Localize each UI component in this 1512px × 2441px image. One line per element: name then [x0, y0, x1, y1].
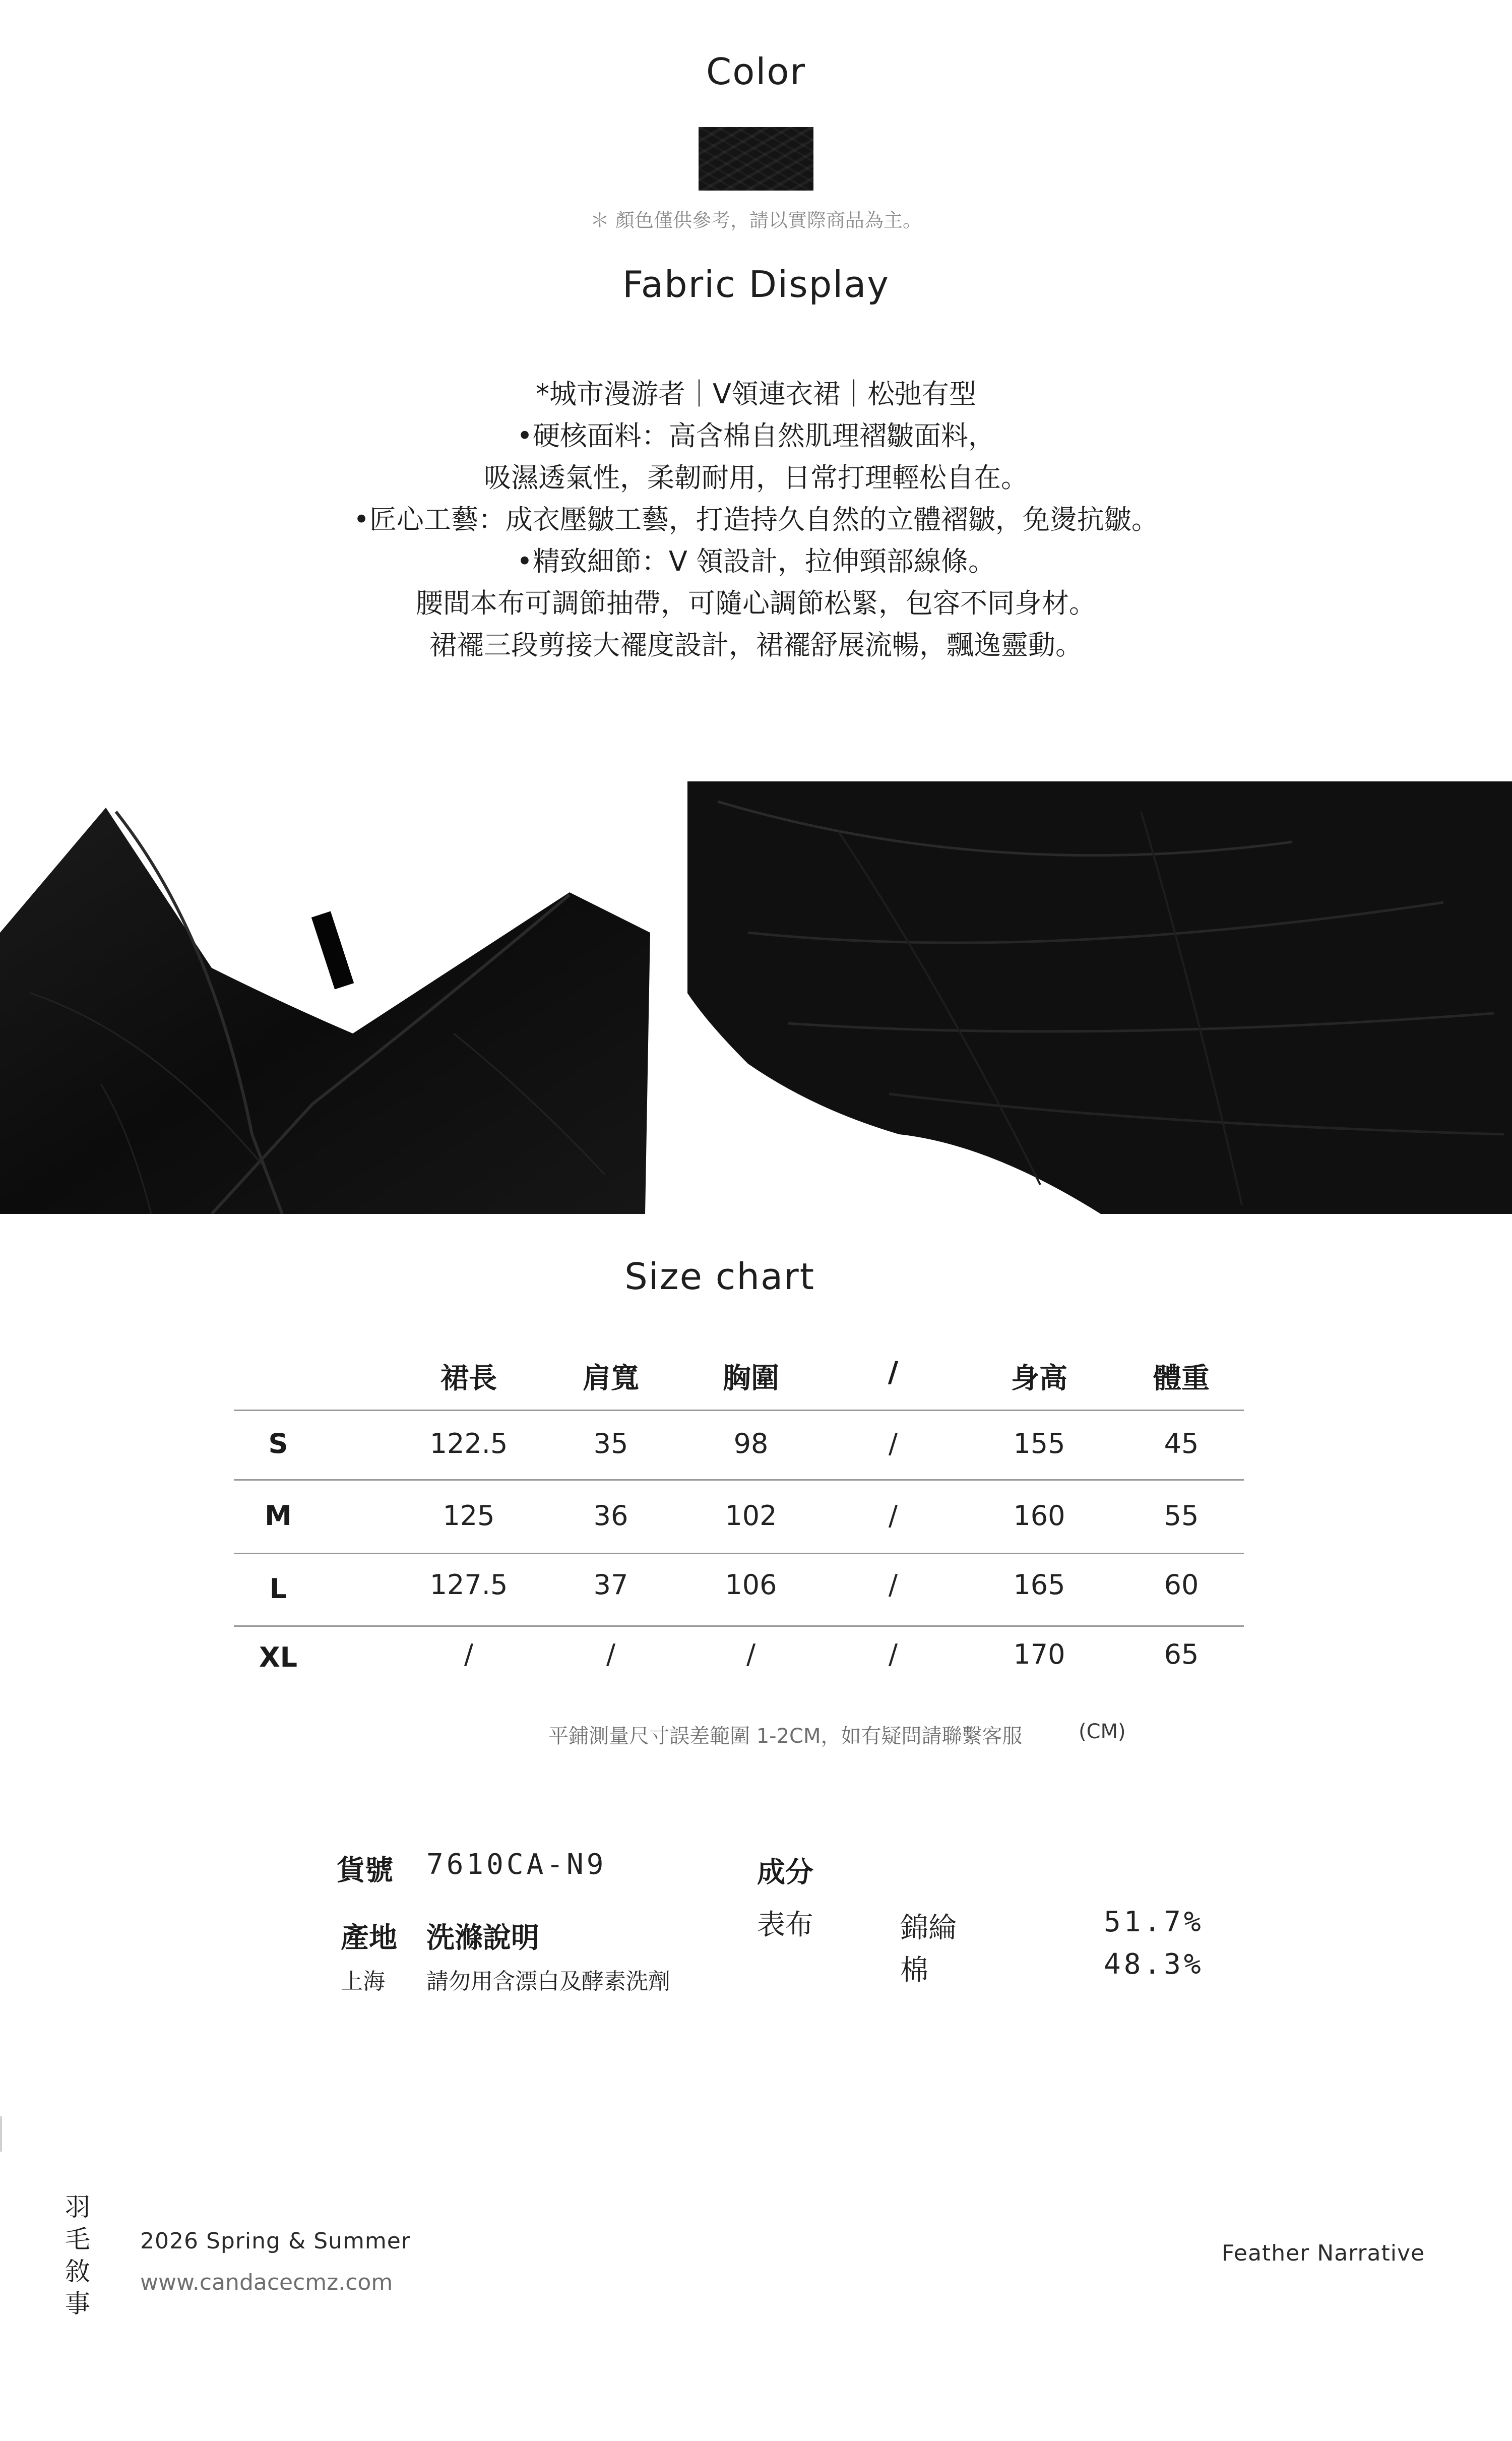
brand-char: 毛 — [65, 2225, 90, 2254]
fabric-line-2: •硬核面料：高含棉自然肌理褶皺面料， — [517, 420, 995, 452]
table-cell: 122.5 — [429, 1428, 508, 1459]
table-cell: / — [888, 1569, 898, 1601]
origin-label: 產地 — [341, 1922, 397, 1955]
fabric-display-title: Fabric Display — [622, 263, 890, 306]
website-link[interactable]: www.candacecmz.com — [140, 2270, 393, 2295]
table-cell: 170 — [1013, 1638, 1065, 1670]
table-cell: 55 — [1164, 1500, 1199, 1532]
photo-skirt-detail — [687, 781, 1512, 1214]
row-size-label: XL — [259, 1641, 298, 1673]
brand-vertical — [62, 2191, 93, 2320]
fabric-description — [0, 373, 1512, 666]
origin-value: 上海 — [341, 1969, 385, 1994]
table-cell: 35 — [593, 1428, 628, 1459]
season-text: 2026 Spring & Summer — [140, 2228, 411, 2254]
material-percent: 48.3% — [1104, 1948, 1204, 1981]
table-divider — [234, 1625, 1244, 1627]
material-percent: 51.7% — [1104, 1906, 1204, 1938]
table-cell: 60 — [1164, 1569, 1199, 1601]
brand-char: 羽 — [65, 2192, 90, 2222]
table-cell: / — [746, 1638, 756, 1670]
table-cell: / — [888, 1638, 898, 1670]
edge-mark — [0, 2116, 2, 2152]
photo-vneck-detail — [0, 781, 687, 1214]
table-cell: 98 — [733, 1428, 769, 1459]
col-header-chest: 胸圍 — [723, 1362, 779, 1395]
material-name: 錦綸 — [900, 1912, 957, 1944]
table-cell: 160 — [1013, 1500, 1065, 1532]
sku-label: 貨號 — [337, 1854, 393, 1887]
table-divider — [234, 1553, 1244, 1554]
table-cell: 106 — [725, 1569, 777, 1601]
row-size-label: M — [265, 1500, 292, 1532]
color-title: Color — [706, 50, 806, 93]
table-cell: 45 — [1164, 1428, 1199, 1459]
fabric-line-5: •精致細節：V 領設計，拉伸頸部線條。 — [517, 545, 995, 577]
col-header-slash: / — [888, 1356, 899, 1389]
material-name: 棉 — [900, 1954, 928, 1987]
table-cell: / — [606, 1638, 616, 1670]
table-divider — [234, 1479, 1244, 1481]
fabric-line-3: 吸濕透氣性，柔韌耐用，日常打理輕松自在。 — [484, 462, 1028, 494]
care-label: 洗滌說明 — [426, 1922, 539, 1955]
table-cell: 127.5 — [429, 1569, 508, 1601]
fabric-part-label: 表布 — [757, 1909, 813, 1941]
col-header-height: 身高 — [1011, 1362, 1067, 1395]
col-header-shoulder: 肩寬 — [583, 1362, 639, 1395]
row-size-label: L — [269, 1573, 287, 1605]
col-header-length: 裙長 — [440, 1362, 497, 1395]
fabric-line-6: 腰間本布可調節抽帶，可隨心調節松緊，包容不同身材。 — [416, 587, 1096, 619]
color-swatch-black[interactable] — [699, 127, 813, 191]
table-cell: / — [888, 1500, 898, 1532]
table-cell: 37 — [593, 1569, 628, 1601]
row-size-label: S — [268, 1428, 288, 1459]
fabric-line-1: *城市漫游者｜V領連衣裙｜松弛有型 — [536, 378, 976, 410]
brand-char: 事 — [65, 2289, 90, 2318]
collection-name: Feather Narrative — [1222, 2240, 1425, 2266]
fabric-line-7: 裙襬三段剪接大襬度設計，裙襬舒展流暢，飄逸靈動。 — [429, 629, 1083, 661]
table-cell: 165 — [1013, 1569, 1065, 1601]
table-cell: / — [888, 1428, 898, 1459]
brand-char: 敘 — [65, 2257, 90, 2286]
table-cell: 155 — [1013, 1428, 1065, 1459]
table-cell: 65 — [1164, 1638, 1199, 1670]
composition-label: 成分 — [757, 1856, 813, 1889]
size-chart-title: Size chart — [624, 1255, 815, 1298]
sku-value: 7610CA-N9 — [426, 1848, 607, 1881]
table-cell: 36 — [593, 1500, 628, 1532]
size-chart-unit: (CM) — [1079, 1720, 1126, 1743]
care-value: 請勿用含漂白及酵素洗劑 — [426, 1969, 670, 1994]
table-divider — [234, 1410, 1244, 1411]
table-cell: 125 — [443, 1500, 495, 1532]
col-header-weight: 體重 — [1153, 1362, 1210, 1395]
size-chart-note: 平鋪測量尺寸誤差範圍 1-2CM，如有疑問請聯繫客服 — [548, 1725, 1023, 1748]
fabric-line-4: •匠心工藝：成衣壓皺工藝，打造持久自然的立體褶皺，免燙抗皺。 — [353, 504, 1159, 535]
table-cell: / — [464, 1638, 474, 1670]
table-cell: 102 — [725, 1500, 777, 1532]
color-note: ＊ 顏色僅供參考，請以實際商品為主。 — [590, 209, 922, 231]
